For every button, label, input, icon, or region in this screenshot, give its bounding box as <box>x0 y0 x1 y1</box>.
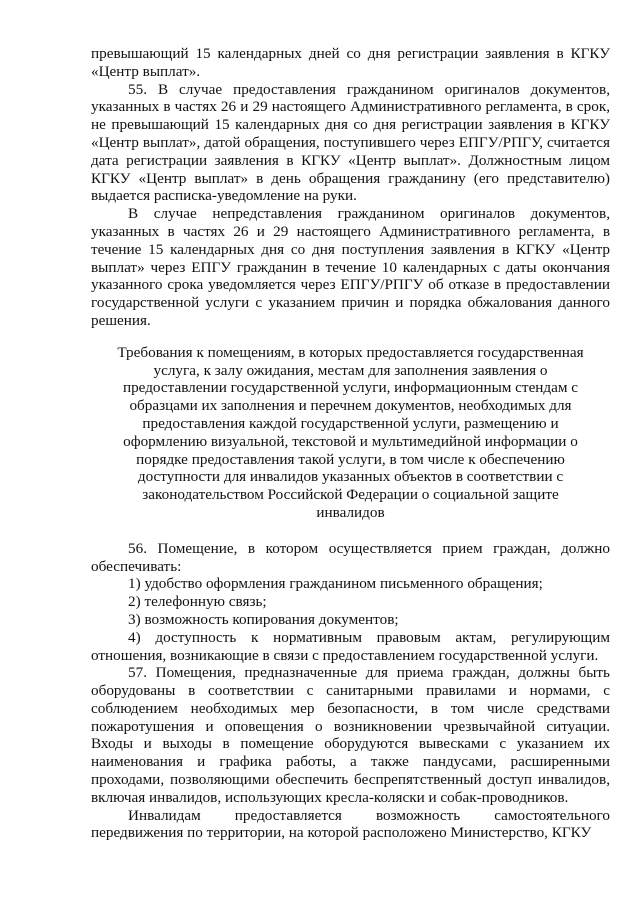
paragraph-continuation: превышающий 15 календарных дней со дня регистрации заявления в КГКУ «Центр выплат». <box>91 45 610 80</box>
paragraph-55: 55. В случае предоставления гражданином оригиналов документов, указанных в частях 26 и 29 настоящего Административного регламента, в срок, не превышающий 15 календарных дня со дня регистрации заявления в КГКУ «Центр выплат», датой обращения, поступившего через ЕПГУ/РПГУ, считается дата регистрации заявления в КГКУ «Центр выплат». Должностным лицом КГКУ «Центр выплат» в день обращения гражданину (его представителю) выдается расписка-уведомление на руки. <box>91 80 610 205</box>
paragraph-57: 57. Помещения, предназначенные для приема граждан, должны быть оборудованы в соответствии с санитарными правилами и нормами, с соблюдением необходимых мер безопасности, в том числе средствами пожаротушения и оповещения о возникновении чрезвычайной ситуации. Входы и выходы в помещение оборудуются вывесками с указанием их наименования и графика работы, а также пандусами, расширенными проходами, позволяющими обеспечить беспрепятственный доступ инвалидов, включая инвалидов, использующих кресла-коляски и собак-проводников. <box>91 664 610 806</box>
document-page <box>91 45 610 842</box>
list-item-1: 1) удобство оформления гражданином письменного обращения; <box>128 575 543 593</box>
section-heading: Требования к помещениям, в которых предоставляется государственная услуга, к залу ожидания, местам для заполнения заявления о предоставлении государственной услуги, информационным стендам с образцами их заполнения и перечнем документов, необходимых для предоставления каждой государственной услуги, размещению и оформлению визуальной, текстовой и мультимедийной информации о порядке предоставления такой услуги, в том числе к обеспечению доступности для инвалидов указанных объектов в соответствии с законодательством Российской Федерации о социальной защите инвалидов <box>117 343 584 521</box>
paragraph-55-refusal: В случае непредставления гражданином оригиналов документов, указанных в частях 26 и 29 настоящего Административного регламента, в течение 15 календарных дня со дня поступления заявления в КГКУ «Центр выплат» через ЕПГУ гражданин в течение 10 календарных с даты окончания указанного срока уведомляется через ЕПГУ/РПГУ об отказе в предоставлении государственной услуги с указанием причин и порядка обжалования данного решения. <box>91 205 610 329</box>
list-item-3: 3) возможность копирования документов; <box>128 610 399 628</box>
list-item-4: 4) доступность к нормативным правовым актам, регулирующим отношения, возникающие в связи с предоставлением государственной услуги. <box>91 628 610 664</box>
list-item-2: 2) телефонную связь; <box>128 593 267 611</box>
paragraph-56: 56. Помещение, в котором осуществляется прием граждан, должно обеспечивать: <box>91 539 610 575</box>
paragraph-disabled-access: Инвалидам предоставляется возможность самостоятельного передвижения по территории, на которой расположено Министерство, КГКУ <box>91 806 610 842</box>
